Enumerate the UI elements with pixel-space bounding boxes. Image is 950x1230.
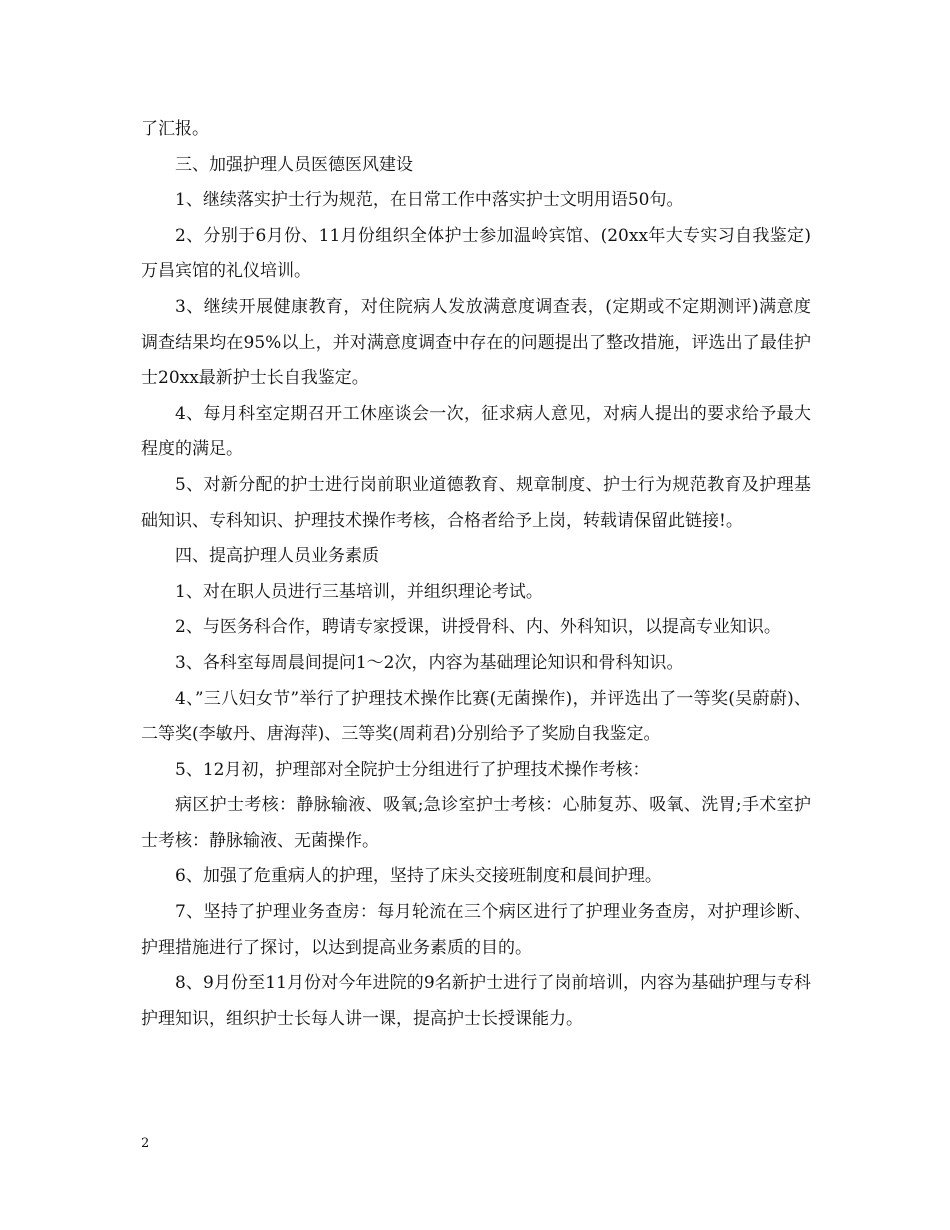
document-body xyxy=(141,112,811,1037)
paragraph: 7、坚持了护理业务查房：每月轮流在三个病区进行了护理业务查房，对护理诊断、护理措施进行了探讨，以达到提高业务素质的目的。 xyxy=(141,902,811,958)
paragraph: 6、加强了危重病人的护理，坚持了床头交接班制度和晨间护理。 xyxy=(175,866,662,887)
paragraph: 1、继续落实护士行为规范，在日常工作中落实护士文明用语50句。 xyxy=(175,190,684,211)
paragraph: 5、对新分配的护士进行岗前职业道德教育、规章制度、护士行为规范教育及护理基础知识、专科知识、护理技术操作考核，合格者给予上岗，转载请保留此链接!。 xyxy=(141,474,811,531)
page-number: 2 xyxy=(141,1136,150,1151)
paragraph: 三、加强护理人员医德医风建设 xyxy=(175,154,413,175)
paragraph: 四、提高护理人员业务素质 xyxy=(175,546,379,567)
paragraph: 5、12月初，护理部对全院护士分组进行了护理技术操作考核： xyxy=(175,759,650,780)
paragraph: 病区护士考核：静脉输液、吸氧;急诊室护士考核：心肺复苏、吸氧、洗胃;手术室护士考核：静脉输液、无菌操作。 xyxy=(141,795,811,851)
paragraph: 3、各科室每周晨间提问1～2次，内容为基础理论知识和骨科知识。 xyxy=(175,652,684,673)
paragraph: 2、分别于6月份、11月份组织全体护士参加温岭宾馆、(20xx年大专实习自我鉴定)万昌宾馆的礼仪培训。 xyxy=(141,225,811,282)
paragraph: 1、对在职人员进行三基培训，并组织理论考试。 xyxy=(175,581,543,602)
paragraph: 8、9月份至11月份对今年进院的9名新护士进行了岗前培训，内容为基础护理与专科护理知识，组织护士长每人讲一课，提高护士长授课能力。 xyxy=(141,973,811,1029)
paragraph: 了汇报。 xyxy=(141,119,209,139)
paragraph: 4、每月科室定期召开工休座谈会一次，征求病人意见，对病人提出的要求给予最大程度的满足。 xyxy=(141,403,811,460)
paragraph: 4、”三八妇女节”举行了护理技术操作比赛(无菌操作)，并评选出了一等奖(吴蔚蔚)、二等奖(李敏丹、唐海萍)、三等奖(周莉君)分别给予了奖励自我鉴定。 xyxy=(141,688,811,745)
paragraph: 2、与医务科合作，聘请专家授课，讲授骨科、内、外科知识，以提高专业知识。 xyxy=(175,617,781,638)
paragraph: 3、继续开展健康教育，对住院病人发放满意度调查表，(定期或不定期测评)满意度调查结果均在95%以上，并对满意度调查中存在的问题提出了整改措施，评选出了最佳护士20xx最新护士长自我鉴定。 xyxy=(141,296,811,389)
